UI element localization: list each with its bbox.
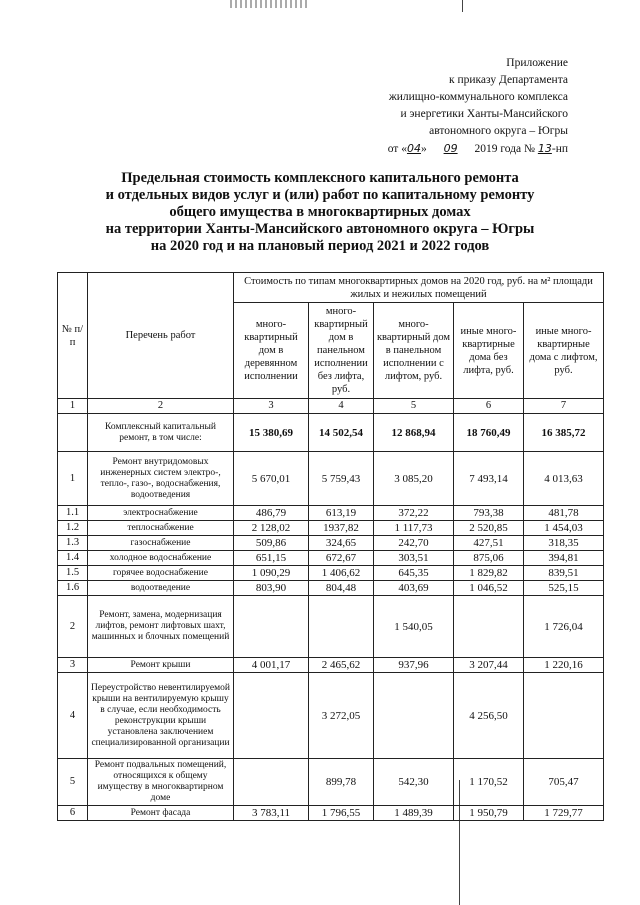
cost-cell: 525,15 bbox=[524, 581, 604, 596]
cost-cell: 2 128,02 bbox=[234, 521, 309, 536]
appendix-line: Приложение bbox=[506, 57, 568, 69]
cost-cell: 672,67 bbox=[309, 551, 374, 566]
cost-cell: 1 170,52 bbox=[454, 759, 524, 806]
type-header: много-квартирный дом в деревянном исполнении bbox=[234, 303, 309, 399]
cost-cell: 242,70 bbox=[374, 536, 454, 551]
table-row bbox=[58, 452, 604, 506]
cost-cell: 7 493,14 bbox=[454, 452, 524, 506]
cost-cell: 803,90 bbox=[234, 581, 309, 596]
row-number: 5 bbox=[58, 759, 88, 806]
cost-cell: 542,30 bbox=[374, 759, 454, 806]
table-row bbox=[58, 566, 604, 581]
work-name: газоснабжение bbox=[88, 536, 234, 551]
work-name: горячее водоснабжение bbox=[88, 566, 234, 581]
row-number: 2 bbox=[58, 596, 88, 658]
cost-cell: 5 759,43 bbox=[309, 452, 374, 506]
cost-cell: 4 001,17 bbox=[234, 658, 309, 673]
appendix-line: и энергетики Ханты-Мансийского bbox=[400, 108, 568, 120]
index-cell: 3 bbox=[234, 399, 309, 414]
cost-cell: 1 046,52 bbox=[454, 581, 524, 596]
cost-cell: 1 829,82 bbox=[454, 566, 524, 581]
col-header-work: Перечень работ bbox=[88, 273, 234, 399]
cost-cell: 1 090,29 bbox=[234, 566, 309, 581]
row-number: 6 bbox=[58, 806, 88, 821]
title-line: на 2020 год и на плановый период 2021 и 2022 годов bbox=[150, 238, 490, 254]
work-name: Ремонт крыши bbox=[88, 658, 234, 673]
index-cell: 5 bbox=[374, 399, 454, 414]
cost-cell: 16 385,72 bbox=[524, 414, 604, 452]
type-header: иные много-квартирные дома с лифтом, руб. bbox=[524, 303, 604, 399]
scan-artifact bbox=[230, 0, 310, 8]
type-header: много-квартирный дом в панельном исполнении без лифта, руб. bbox=[309, 303, 374, 399]
table-row bbox=[58, 806, 604, 821]
table-row bbox=[58, 658, 604, 673]
work-name: электроснабжение bbox=[88, 506, 234, 521]
row-number: 1.5 bbox=[58, 566, 88, 581]
row-number: 1.3 bbox=[58, 536, 88, 551]
cost-cell: 804,48 bbox=[309, 581, 374, 596]
cost-cell: 1937,82 bbox=[309, 521, 374, 536]
cost-cell bbox=[234, 596, 309, 658]
table-row bbox=[58, 521, 604, 536]
cost-cell: 15 380,69 bbox=[234, 414, 309, 452]
type-header: много-квартирный дом в панельном исполнении с лифтом, руб. bbox=[374, 303, 454, 399]
cost-cell: 1 950,79 bbox=[454, 806, 524, 821]
cost-cell bbox=[234, 759, 309, 806]
cost-cell: 14 502,54 bbox=[309, 414, 374, 452]
order-month: 09 bbox=[443, 142, 458, 155]
cost-cell: 394,81 bbox=[524, 551, 604, 566]
cost-cell: 645,35 bbox=[374, 566, 454, 581]
cost-cell: 875,06 bbox=[454, 551, 524, 566]
cost-cell: 2 520,85 bbox=[454, 521, 524, 536]
table-row bbox=[58, 551, 604, 566]
order-year: 2019 bbox=[474, 143, 498, 155]
index-cell: 7 bbox=[524, 399, 604, 414]
cost-cell: 3 085,20 bbox=[374, 452, 454, 506]
cost-cell: 12 868,94 bbox=[374, 414, 454, 452]
cost-cell: 1 729,77 bbox=[524, 806, 604, 821]
cost-cell: 318,35 bbox=[524, 536, 604, 551]
cost-table bbox=[57, 272, 604, 821]
cost-cell: 18 760,49 bbox=[454, 414, 524, 452]
cost-cell: 3 207,44 bbox=[454, 658, 524, 673]
work-name: водоотведение bbox=[88, 581, 234, 596]
scan-artifact bbox=[462, 0, 463, 12]
cost-cell: 486,79 bbox=[234, 506, 309, 521]
row-number: 1.2 bbox=[58, 521, 88, 536]
col-header-num: № п/п bbox=[58, 273, 88, 399]
cost-cell: 839,51 bbox=[524, 566, 604, 581]
work-name: Переустройство невентилируемой крыши на вентилируемую крышу в случае, если необходимость реконструкции крыши установлена заключением специализированной организации bbox=[88, 673, 234, 759]
order-number: 13 bbox=[537, 142, 552, 155]
table-body bbox=[58, 414, 604, 821]
cost-cell bbox=[454, 596, 524, 658]
row-number: 4 bbox=[58, 673, 88, 759]
type-header: иные много-квартирные дома без лифта, руб. bbox=[454, 303, 524, 399]
work-name: теплоснабжение bbox=[88, 521, 234, 536]
cost-cell: 1 796,55 bbox=[309, 806, 374, 821]
index-cell: 1 bbox=[58, 399, 88, 414]
cost-cell: 1 117,73 bbox=[374, 521, 454, 536]
table-row bbox=[58, 414, 604, 452]
cost-cell: 324,65 bbox=[309, 536, 374, 551]
cost-cell: 793,38 bbox=[454, 506, 524, 521]
cost-cell: 1 406,62 bbox=[309, 566, 374, 581]
work-name: холодное водоснабжение bbox=[88, 551, 234, 566]
cost-cell: 1 454,03 bbox=[524, 521, 604, 536]
row-number: 1 bbox=[58, 452, 88, 506]
appendix-line: автономного округа – Югры bbox=[429, 125, 568, 137]
cost-cell bbox=[524, 673, 604, 759]
cost-cell: 481,78 bbox=[524, 506, 604, 521]
title-line: на территории Ханты-Мансийского автономного округа – Югры bbox=[105, 221, 535, 237]
cost-cell bbox=[234, 673, 309, 759]
index-cell: 4 bbox=[309, 399, 374, 414]
cost-cell: 403,69 bbox=[374, 581, 454, 596]
cost-cell bbox=[374, 673, 454, 759]
table-row bbox=[58, 596, 604, 658]
title-line: общего имущества в многоквартирных домах bbox=[169, 204, 471, 220]
row-number: 1.4 bbox=[58, 551, 88, 566]
cost-cell: 1 726,04 bbox=[524, 596, 604, 658]
cost-cell: 1 540,05 bbox=[374, 596, 454, 658]
table-row bbox=[58, 506, 604, 521]
table-row bbox=[58, 759, 604, 806]
title-line: Предельная стоимость комплексного капитального ремонта bbox=[121, 170, 519, 186]
work-name: Комплексный капитальный ремонт, в том числе: bbox=[88, 414, 234, 452]
cost-cell: 303,51 bbox=[374, 551, 454, 566]
work-name: Ремонт внутридомовых инженерных систем электро-, тепло-, газо-, водоснабжения, водоотведения bbox=[88, 452, 234, 506]
cost-cell: 509,86 bbox=[234, 536, 309, 551]
cost-cell: 4 256,50 bbox=[454, 673, 524, 759]
cost-cell: 705,47 bbox=[524, 759, 604, 806]
cost-cell: 899,78 bbox=[309, 759, 374, 806]
cost-cell: 1 220,16 bbox=[524, 658, 604, 673]
cost-cell: 937,96 bbox=[374, 658, 454, 673]
appendix-line: жилищно-коммунального комплекса bbox=[388, 91, 568, 103]
cost-cell: 5 670,01 bbox=[234, 452, 309, 506]
cost-cell: 3 783,11 bbox=[234, 806, 309, 821]
cost-cell bbox=[309, 596, 374, 658]
cost-cell: 427,51 bbox=[454, 536, 524, 551]
work-name: Ремонт, замена, модернизация лифтов, ремонт лифтовых шахт, машинных и блочных помещений bbox=[88, 596, 234, 658]
table-row bbox=[58, 673, 604, 759]
cost-cell: 1 489,39 bbox=[374, 806, 454, 821]
work-name: Ремонт фасада bbox=[88, 806, 234, 821]
index-cell: 6 bbox=[454, 399, 524, 414]
row-number bbox=[58, 414, 88, 452]
appendix-line: к приказу Департамента bbox=[449, 74, 568, 86]
row-number: 3 bbox=[58, 658, 88, 673]
cost-cell: 4 013,63 bbox=[524, 452, 604, 506]
group-header: Стоимость по типам многоквартирных домов на 2020 год, руб. на м² площади жилых и нежилых помещений bbox=[234, 273, 604, 303]
order-day: 04 bbox=[406, 142, 421, 155]
order-date-line: от «04» 09 2019 года № 13-нп bbox=[387, 142, 568, 155]
cost-cell: 2 465,62 bbox=[309, 658, 374, 673]
index-cell: 2 bbox=[88, 399, 234, 414]
table-row bbox=[58, 536, 604, 551]
document-title bbox=[90, 170, 550, 255]
cost-cell: 372,22 bbox=[374, 506, 454, 521]
work-name: Ремонт подвальных помещений, относящихся к общему имуществу в многоквартирном доме bbox=[88, 759, 234, 806]
table-row bbox=[58, 581, 604, 596]
row-number: 1.6 bbox=[58, 581, 88, 596]
title-line: и отдельных видов услуг и (или) работ по капитальному ремонту bbox=[105, 187, 535, 203]
cost-cell: 3 272,05 bbox=[309, 673, 374, 759]
row-number: 1.1 bbox=[58, 506, 88, 521]
cost-cell: 651,15 bbox=[234, 551, 309, 566]
appendix-header bbox=[388, 55, 568, 158]
cost-cell: 613,19 bbox=[309, 506, 374, 521]
